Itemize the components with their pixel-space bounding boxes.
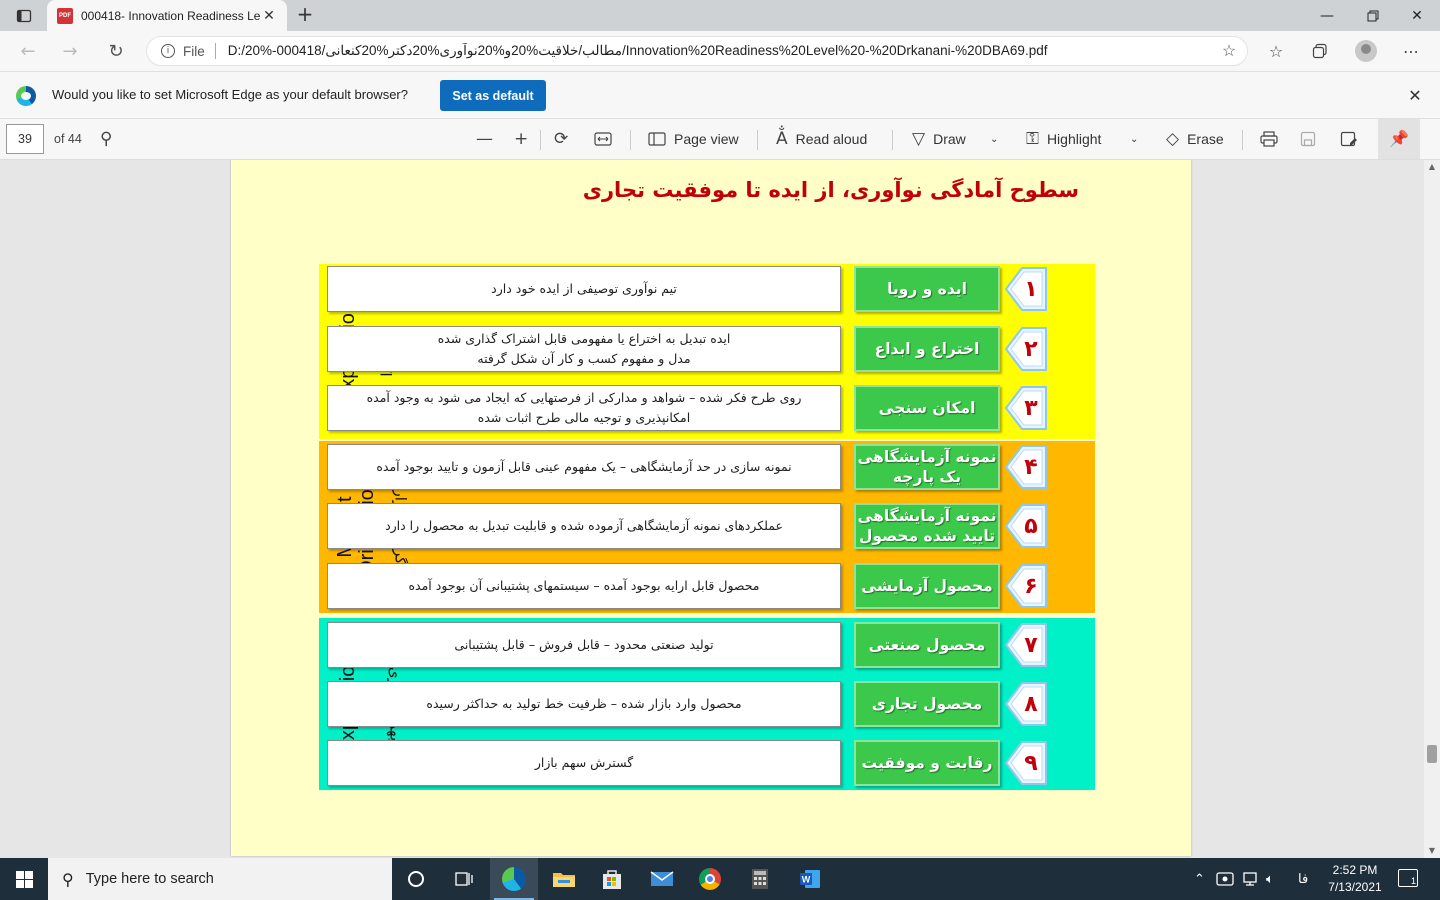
- save-as-button[interactable]: [1340, 126, 1358, 152]
- address-bar: [0, 31, 1440, 71]
- level-description-line: روی طرح فکر شده – شواهد و مدارکی از فرصتهایی که ایجاد می شود به وجود آمده: [366, 390, 802, 405]
- level-stage-name: رقابت و موفقیت: [854, 740, 1000, 786]
- profile-button[interactable]: [1353, 38, 1379, 64]
- level-description: [327, 681, 841, 727]
- chrome-icon: [699, 868, 721, 890]
- level-stage-name: محصول صنعتی: [854, 622, 1000, 668]
- show-hidden-icons[interactable]: [1194, 858, 1205, 900]
- scheme-label: File: [183, 43, 205, 59]
- tab-title: 000418- Innovation Readiness Le: [81, 8, 261, 23]
- level-description-line: مدل و مفهوم کسب و کار آن شکل گرفته: [477, 351, 691, 366]
- pdf-viewer: [0, 160, 1440, 858]
- level-description-line: عملکردهای نمونه آزمایشگاهی آزموده شده و قابلیت تبدیل به محصول را دارد: [385, 518, 783, 533]
- default-browser-infobar: [0, 71, 1440, 119]
- level-description: [327, 622, 841, 668]
- level-row: [327, 444, 1145, 490]
- level-number: ۸: [1024, 691, 1038, 717]
- pin-toolbar-button[interactable]: [1378, 119, 1420, 159]
- tab-actions-button[interactable]: [8, 4, 40, 28]
- level-number: ۹: [1024, 750, 1038, 776]
- level-number-badge: [1004, 444, 1052, 490]
- chrome-button[interactable]: [686, 858, 734, 900]
- rotate-button[interactable]: [554, 126, 568, 152]
- infobar-message: Would you like to set Microsoft Edge as your default browser?: [52, 87, 408, 102]
- level-number-badge: [1004, 385, 1052, 431]
- erase-label: Erase: [1187, 131, 1224, 147]
- minus-icon: —: [476, 129, 493, 149]
- printer-icon: [1260, 131, 1278, 147]
- avatar: [1355, 40, 1377, 62]
- windows-logo-icon: [16, 871, 33, 888]
- zoom-in-button[interactable]: [514, 126, 528, 152]
- scroll-up-icon[interactable]: ▲: [1428, 162, 1436, 171]
- chevron-down-icon: ⌄: [1130, 133, 1139, 145]
- level-description: [327, 563, 841, 609]
- store-bag-icon: [601, 868, 623, 890]
- site-info-icon[interactable]: i: [161, 44, 175, 58]
- task-view-button[interactable]: [440, 858, 488, 900]
- pdf-toolbar: [0, 119, 1440, 160]
- level-description-line: نمونه سازی در حد آزمایشگاهی – یک مفهوم عینی قابل آزمون و تایید بوجود آمده: [376, 459, 792, 474]
- search-icon: ⚲: [62, 869, 74, 889]
- level-row: [327, 503, 1145, 549]
- word-button[interactable]: [786, 858, 834, 900]
- edge-taskbar-button[interactable]: [490, 858, 538, 900]
- page-view-label: Page view: [674, 131, 739, 147]
- mail-button[interactable]: [638, 858, 686, 900]
- clock[interactable]: [1320, 862, 1390, 896]
- level-number: ۳: [1024, 395, 1038, 421]
- highlight-options-dropdown[interactable]: [1130, 126, 1138, 152]
- clock-date: 7/13/2021: [1328, 880, 1382, 894]
- eraser-icon: ◇: [1166, 129, 1180, 149]
- edge-icon: [502, 867, 526, 891]
- back-button[interactable]: [14, 37, 42, 65]
- plus-icon: +: [514, 129, 529, 149]
- url-text: D:/20%-000418/مطالب/خلاقیت%20و%20نوآوری%20دکتر%20کنعانی/Innovation%20Readiness%20Level%20-%20Drkanani-%20DBA69.pdf: [227, 43, 1048, 58]
- toolbar-divider: [630, 130, 631, 150]
- speaker-icon: 🔈︎: [1266, 871, 1274, 886]
- network-icon[interactable]: [1242, 858, 1258, 900]
- rotate-icon: ⟳: [554, 129, 569, 149]
- level-description-line: محصول قابل ارایه بوجود آمده – سیستمهای پشتیبانی آن بوجود آمده: [408, 578, 760, 593]
- task-view-icon: [455, 871, 473, 887]
- refresh-icon: ↻: [108, 40, 124, 62]
- level-number-badge: [1004, 266, 1052, 312]
- print-button[interactable]: [1260, 126, 1278, 152]
- network-wired-icon: [1242, 871, 1258, 887]
- save-button[interactable]: [1300, 126, 1316, 152]
- level-number-badge: [1004, 622, 1052, 668]
- search-icon: ⚲: [100, 129, 113, 149]
- tab-strip: [0, 0, 1440, 31]
- settings-menu-button[interactable]: [1398, 38, 1424, 64]
- svg-text:W: W: [801, 874, 811, 885]
- minimize-button[interactable]: —: [1320, 7, 1334, 24]
- zoom-out-button[interactable]: [476, 126, 493, 152]
- restore-button[interactable]: [1350, 0, 1396, 31]
- tab-close-icon[interactable]: ✕: [263, 7, 275, 24]
- read-aloud-label: Read aloud: [795, 131, 868, 147]
- level-stage-name: امکان سنجی: [854, 385, 1000, 431]
- tray-icon[interactable]: [1216, 858, 1234, 900]
- level-row: [327, 385, 1145, 431]
- forward-arrow-icon: →: [62, 40, 78, 62]
- highlighter-icon: ⚿: [1026, 129, 1039, 149]
- level-description-line: محصول وارد بازار شده – ظرفیت خط تولید به حداکثر رسیده: [426, 696, 742, 711]
- level-row: [327, 563, 1145, 609]
- level-row: [327, 622, 1145, 668]
- fit-width-icon: [594, 132, 612, 146]
- scroll-thumb[interactable]: [1427, 745, 1437, 763]
- add-favorite-icon[interactable]: ☆: [1221, 43, 1237, 60]
- edge-logo-icon: [16, 86, 36, 106]
- volume-icon[interactable]: [1266, 858, 1274, 900]
- toolbar-divider: [892, 130, 893, 150]
- notification-count: 1: [1410, 876, 1416, 886]
- close-window-button[interactable]: ✕: [1411, 7, 1423, 24]
- fit-page-button[interactable]: [594, 126, 612, 152]
- search-placeholder: Type here to search: [85, 871, 214, 887]
- level-description: [327, 444, 841, 490]
- page-view-icon: [648, 131, 666, 147]
- refresh-button[interactable]: [102, 37, 130, 65]
- clock-time: 2:52 PM: [1332, 863, 1378, 877]
- level-description: [327, 385, 841, 431]
- read-aloud-icon: A̐: [776, 129, 788, 149]
- level-description-line: گسترش سهم بازار: [534, 755, 634, 770]
- page-title: سطوح آمادگی نوآوری، از ایده تا موفقیت تجاری: [582, 178, 1079, 202]
- collections-button[interactable]: [1307, 38, 1333, 64]
- cortana-button[interactable]: [392, 858, 440, 900]
- level-number: ۴: [1024, 454, 1038, 480]
- level-number-badge: [1004, 563, 1052, 609]
- calculator-icon: [751, 868, 769, 890]
- level-number-badge: [1004, 503, 1052, 549]
- level-number-badge: [1004, 681, 1052, 727]
- cortana-circle-icon: [407, 870, 425, 888]
- url-field[interactable]: [146, 36, 1248, 66]
- forward-button[interactable]: [56, 37, 84, 65]
- chevron-up-icon: ⌃: [1194, 871, 1205, 886]
- pdf-page: [231, 160, 1191, 856]
- highlight-label: Highlight: [1046, 131, 1102, 147]
- level-description: [327, 266, 841, 312]
- input-language[interactable]: فا: [1298, 871, 1309, 886]
- taskbar: [0, 858, 1440, 900]
- favorites-button[interactable]: [1263, 38, 1289, 64]
- restore-icon: [1367, 10, 1379, 22]
- new-tab-button[interactable]: +: [296, 2, 314, 26]
- level-stage-name: محصول آزمایشی: [854, 563, 1000, 609]
- scroll-down-icon[interactable]: ▼: [1428, 846, 1436, 855]
- set-default-button[interactable]: Set as default: [440, 80, 546, 111]
- level-stage-name: ایده و رویا: [854, 266, 1000, 312]
- level-number: ۱: [1024, 276, 1038, 302]
- draw-label: Draw: [933, 131, 966, 147]
- pdf-file-icon: PDF: [57, 8, 73, 24]
- vertical-scrollbar[interactable]: [1424, 160, 1440, 858]
- level-description: [327, 740, 841, 786]
- taskbar-search[interactable]: [48, 858, 392, 900]
- favorites-star-icon: ☆: [1268, 41, 1284, 61]
- level-description: [327, 503, 841, 549]
- tab-actions-icon: [16, 8, 32, 24]
- file-explorer-button[interactable]: [540, 858, 588, 900]
- level-number: ۲: [1024, 336, 1038, 362]
- level-stage-name: نمونه آزمایشگاهی تایید شده محصول: [854, 503, 1000, 549]
- more-dots-icon: ⋯: [1403, 41, 1419, 61]
- notification-center-icon[interactable]: [1398, 869, 1418, 887]
- toolbar-divider: [1242, 130, 1243, 150]
- level-stage-name: اختراع و ابداع: [854, 326, 1000, 372]
- save-as-icon: [1340, 131, 1358, 147]
- store-button[interactable]: [588, 858, 636, 900]
- level-number: ۶: [1024, 573, 1038, 599]
- page-view-button[interactable]: [648, 126, 739, 152]
- meet-now-icon: [1216, 871, 1234, 887]
- draw-options-dropdown[interactable]: [990, 126, 998, 152]
- browser-tab[interactable]: [47, 0, 287, 31]
- find-button[interactable]: [100, 126, 112, 152]
- draw-pen-icon: ▽: [912, 129, 926, 149]
- url-separator: [215, 43, 216, 59]
- folder-icon: [552, 869, 576, 889]
- draw-button[interactable]: [912, 126, 966, 152]
- collections-icon: [1312, 43, 1328, 59]
- mail-envelope-icon: [650, 870, 674, 888]
- level-description-line: تیم نوآوری توصیفی از ایده خود دارد: [491, 281, 677, 296]
- level-description: [327, 326, 841, 372]
- erase-button[interactable]: [1166, 126, 1224, 152]
- level-number-badge: [1004, 326, 1052, 372]
- level-row: [327, 266, 1145, 312]
- word-icon: [799, 868, 821, 890]
- highlight-button[interactable]: [1026, 126, 1101, 152]
- level-number: ۵: [1024, 513, 1038, 539]
- level-row: [327, 740, 1145, 786]
- level-description-line: ایده تبدیل به اختراع یا مفهومی قابل اشتراک گذاری شده: [437, 331, 731, 346]
- level-description-line: تولید صنعتی محدود – قابل فروش – قابل پشتیبانی: [454, 637, 714, 652]
- level-stage-name: نمونه آزمایشگاهی یک پارچه: [854, 444, 1000, 490]
- back-arrow-icon: ←: [20, 40, 36, 62]
- level-row: [327, 681, 1145, 727]
- infobar-close-icon[interactable]: ✕: [1408, 86, 1422, 105]
- level-number-badge: [1004, 740, 1052, 786]
- level-description-line: امکانپذیری و توجیه مالی طرح اثبات شده: [477, 410, 691, 425]
- save-disk-icon: [1300, 131, 1316, 147]
- page-total: of 44: [54, 132, 82, 146]
- start-button[interactable]: [0, 858, 48, 900]
- calculator-button[interactable]: [736, 858, 784, 900]
- toolbar-divider: [540, 130, 541, 150]
- pin-icon: 📌: [1389, 131, 1409, 148]
- chevron-down-icon: ⌄: [990, 133, 999, 145]
- level-row: [327, 326, 1145, 372]
- read-aloud-button[interactable]: [776, 126, 867, 152]
- page-number-input[interactable]: 39: [6, 124, 44, 154]
- toolbar-divider: [757, 130, 758, 150]
- level-number: ۷: [1024, 632, 1038, 658]
- level-stage-name: محصول تجاری: [854, 681, 1000, 727]
